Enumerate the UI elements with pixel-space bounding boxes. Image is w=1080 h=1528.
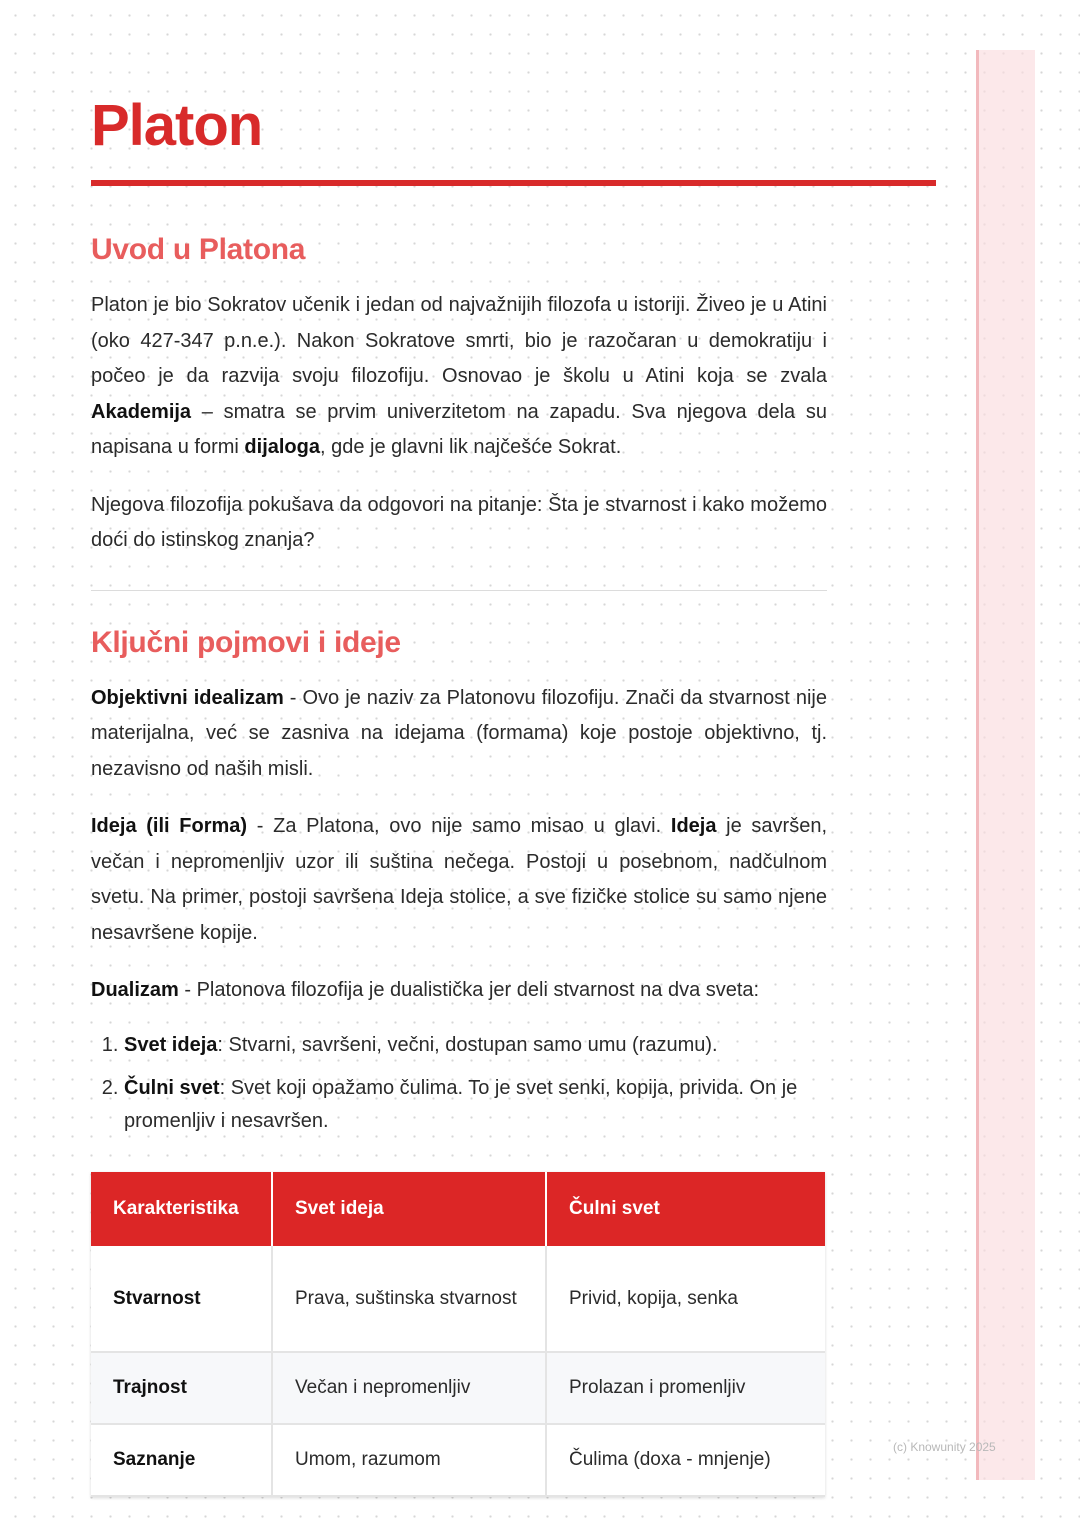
section-heading-concepts: Ključni pojmovi i ideje <box>91 625 401 659</box>
section-heading-intro: Uvod u Platona <box>91 233 306 266</box>
copyright-footer: (c) Knowunity 2025 <box>893 1440 996 1454</box>
table-header-cell: Svet ideja <box>272 1172 546 1246</box>
two-worlds-list <box>91 1029 827 1138</box>
concept-text: - Platonova filozofija je dualistička jer deli stvarnost na dva sveta: <box>178 979 760 1001</box>
list-term: Čulni svet <box>124 1076 220 1099</box>
concept-objective-idealism <box>91 681 827 788</box>
intro-paragraph-1 <box>91 288 827 466</box>
content <box>91 228 827 1497</box>
table-header-cell: Čulni svet <box>546 1172 825 1246</box>
list-item <box>124 1072 827 1138</box>
intro-text: – smatra se prvim univerzitetom na zapadu. Sva njegova dela su napisana u formi <box>91 400 827 458</box>
list-item <box>124 1029 827 1062</box>
term-idea: Ideja <box>670 815 717 837</box>
list-term: Svet ideja <box>124 1033 218 1056</box>
concept-dualism <box>91 973 827 1009</box>
table-row <box>91 1424 825 1496</box>
intro-paragraph-2: Njegova filozofija pokušava da odgovori na pitanje: Šta je stvarnost i kako možemo doći do istinskog znanja? <box>91 493 827 551</box>
table-cell: Večan i nepromenljiv <box>272 1352 546 1424</box>
title-divider <box>91 180 936 186</box>
table-cell: Prava, suštinska stvarnost <box>272 1246 546 1352</box>
list-text: : Stvarni, savršeni, večni, dostupan samo umu (razumu). <box>217 1033 718 1056</box>
intro-text: , gde je glavni lik najčešće Sokrat. <box>320 436 622 458</box>
table-cell: Stvarnost <box>91 1246 272 1352</box>
concept-text: - Za Platona, ovo nije samo misao u glavi. <box>247 815 671 837</box>
comparison-table <box>91 1172 825 1497</box>
table-header-cell: Karakteristika <box>91 1172 272 1246</box>
concept-idea <box>91 809 827 951</box>
term-dualism: Dualizam <box>91 979 179 1001</box>
table-cell: Trajnost <box>91 1352 272 1424</box>
concept-text: - Ovo je naziv za Platonovu filozofiju. Znači da stvarnost nije materijalna, već se zasniva na idejama (formama) koje postoje objektivno, tj. nezavisno od naših misli. <box>91 686 827 780</box>
table-row <box>91 1352 825 1424</box>
table-cell: Čulima (doxa - mnjenje) <box>546 1424 825 1496</box>
margin-strip <box>976 50 1035 1480</box>
table-cell: Saznanje <box>91 1424 272 1496</box>
section-divider <box>91 590 827 591</box>
term-idea-form: Ideja (ili Forma) <box>91 815 248 837</box>
page-title: Platon <box>91 93 263 158</box>
intro-text: Platon je bio Sokratov učenik i jedan od najvažnijih filozofa u istoriji. Živeo je u Atini (oko 427-347 p.n.e.). Nakon Sokratove smrti, bio je razočaran u demokratiju i počeo je da razvija svoju filozofiju. Osnovao je školu u Atini koja se zvala <box>91 294 827 387</box>
term-akademija: Akademija <box>91 400 192 423</box>
term-dijaloga: dijaloga <box>244 436 320 458</box>
table-cell: Prolazan i promenljiv <box>546 1352 825 1424</box>
table-cell: Umom, razumom <box>272 1424 546 1496</box>
list-text: : Svet koji opažamo čulima. To je svet senki, kopija, privida. On je promenljiv i nesavršen. <box>124 1076 798 1132</box>
table-cell: Privid, kopija, senka <box>546 1246 825 1352</box>
concept-text: je savršen, večan i nepromenljiv uzor ili suština nečega. Postoji u posebnom, nadčulnom svetu. Na primer, postoji savršena Ideja stolice, a sve fizičke stolice su samo njene nesavršene kopije. <box>91 815 828 944</box>
table-header-row <box>91 1172 825 1246</box>
table-row <box>91 1246 825 1352</box>
term-objective-idealism: Objektivni idealizam <box>91 686 284 709</box>
